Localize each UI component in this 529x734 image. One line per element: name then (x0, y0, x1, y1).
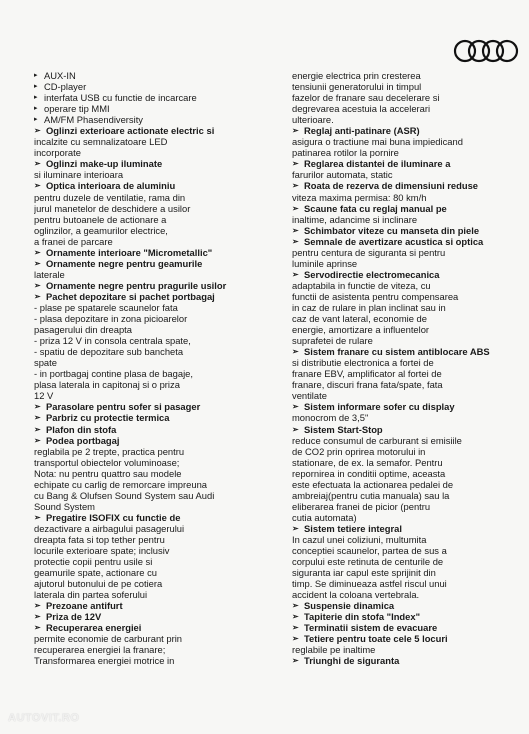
line-text: ajutorul butonului de pe cotiera (34, 578, 163, 590)
text-line (292, 534, 528, 545)
arrow-marker-icon: ➢ (292, 424, 299, 434)
arrow-marker-icon: ➢ (292, 181, 299, 191)
text-line (292, 280, 528, 291)
line-text: ventilate (292, 390, 327, 402)
arrow-marker-icon: ➢ (34, 601, 41, 611)
text-line (292, 324, 528, 335)
text-line (292, 92, 528, 103)
text-line (292, 136, 528, 147)
line-text: Roata de rezerva de dimensiuni reduse (304, 180, 479, 192)
line-text: stationare, de ex. la semafor. Pentru (292, 456, 443, 468)
arrow-marker-icon: ➢ (292, 269, 299, 279)
feature-heading (34, 424, 272, 435)
text-line (34, 468, 272, 479)
line-text: - priza 12 V in consola centrala spate, (34, 335, 191, 347)
line-text: geamurile spate, actionare cu (34, 567, 157, 579)
arrow-marker-icon: ➢ (34, 402, 41, 412)
text-line (34, 501, 272, 512)
text-line (34, 346, 272, 357)
arrow-marker-icon: ➢ (292, 623, 299, 633)
bullet-item (34, 92, 272, 103)
line-text: recuperarea energiei la franare; (34, 644, 166, 656)
line-text: - in portbagaj contine plasa de bagaje, (34, 368, 193, 380)
line-text: ambreiaj(pentru cutia manuala) sau la (292, 489, 450, 501)
feature-heading (34, 412, 272, 423)
text-line (34, 192, 272, 203)
text-line (34, 633, 272, 644)
arrow-marker-icon: ➢ (292, 612, 299, 622)
text-line (292, 368, 528, 379)
line-text: - plase pe spatarele scaunelor fata (34, 301, 178, 313)
line-text: Scaune fata cu reglaj manual pe (304, 202, 447, 214)
feature-heading (34, 611, 272, 622)
feature-heading (292, 633, 528, 644)
text-line (292, 578, 528, 589)
feature-heading (292, 523, 528, 534)
feature-heading (292, 655, 528, 666)
line-text: si iluminare interioara (34, 169, 124, 181)
line-text: Oglinzi make-up iluminate (46, 158, 163, 170)
text-line (292, 446, 528, 457)
feature-heading (34, 180, 272, 191)
text-line (292, 114, 528, 125)
line-text: Suspensie dinamica (304, 600, 395, 612)
text-line (34, 313, 272, 324)
text-line (292, 335, 528, 346)
text-line (292, 545, 528, 556)
arrow-marker-icon: ➢ (34, 247, 41, 257)
line-text: jurul manetelor de deschidere a usilor (34, 202, 191, 214)
line-text: adaptabila in functie de viteza, cu (292, 279, 431, 291)
line-text: siguranta iar capul este sprijinit din (292, 567, 436, 579)
text-line (292, 291, 528, 302)
line-text: laterale (34, 268, 65, 280)
line-text: AUX-IN (44, 70, 76, 81)
feature-heading (292, 269, 528, 280)
text-line (34, 578, 272, 589)
arrow-marker-icon: ➢ (292, 203, 299, 213)
line-text: caz de vant lateral, economie de (292, 313, 427, 325)
text-line (34, 534, 272, 545)
line-text: monocrom de 3,5" (292, 412, 369, 424)
text-line (34, 545, 272, 556)
line-text: laterala din partea soferului (34, 589, 148, 601)
text-line (34, 490, 272, 501)
arrow-marker-icon: ➢ (292, 402, 299, 412)
text-line (34, 368, 272, 379)
feature-heading (292, 203, 528, 214)
text-line (34, 335, 272, 346)
line-text: inaltime, adancime si inclinare (292, 213, 418, 225)
line-text: Parasolare pentru sofer si pasager (46, 401, 201, 413)
line-text: reglabile pe inaltime (292, 644, 376, 656)
line-text: ulterioare. (292, 114, 334, 126)
line-text: Schimbator viteze cu manseta din piele (304, 224, 480, 236)
text-line (292, 567, 528, 578)
bullet-item (34, 114, 272, 125)
feature-heading (34, 291, 272, 302)
feature-heading (292, 600, 528, 611)
text-line (34, 236, 272, 247)
arrow-marker-icon: ➢ (34, 159, 41, 169)
text-line (34, 589, 272, 600)
text-line (292, 512, 528, 523)
feature-heading (34, 125, 272, 136)
arrow-marker-icon: ➢ (292, 236, 299, 246)
line-text: echipate cu carlig de remorcare impreuna (34, 478, 208, 490)
feature-heading (34, 280, 272, 291)
line-text: Optica interioara de aluminiu (46, 180, 176, 192)
text-line (34, 457, 272, 468)
line-text: franare, discuri frana fata/spate, fata (292, 379, 443, 391)
line-text: Priza de 12V (46, 611, 102, 623)
text-line (34, 390, 272, 401)
text-line (292, 192, 528, 203)
line-text: timp. Se diminueaza astfel riscul unui (292, 578, 447, 590)
line-text: este efectuata la actionarea pedalei de (292, 478, 454, 490)
line-text: de CO2 prin oprirea motorului in (292, 445, 426, 457)
text-line (34, 479, 272, 490)
line-text: Sound System (34, 500, 95, 512)
line-text: Sistem Start-Stop (304, 423, 383, 435)
right-column (292, 70, 528, 667)
text-line (292, 644, 528, 655)
text-line (34, 446, 272, 457)
line-text: Sistem informare sofer cu display (304, 401, 455, 413)
line-text: - plasa depozitare in zona picioarelor (34, 313, 188, 325)
text-line (292, 169, 528, 180)
text-line (34, 214, 272, 225)
line-text: Reglarea distantei de iluminare a (304, 158, 451, 170)
text-line (292, 313, 528, 324)
line-text: Podea portbagaj (46, 434, 120, 446)
text-line (34, 357, 272, 368)
left-column (34, 70, 272, 667)
arrow-marker-icon: ➢ (292, 601, 299, 611)
arrow-marker-icon: ➢ (292, 159, 299, 169)
feature-heading (34, 622, 272, 633)
line-text: CD-player (44, 81, 87, 93)
line-text: protectie copii pentru usile si (34, 556, 153, 568)
feature-heading (292, 225, 528, 236)
text-line (292, 81, 528, 92)
text-line (34, 136, 272, 147)
line-text: locurile exterioare spate; inclusiv (34, 545, 170, 557)
text-line (292, 435, 528, 446)
line-text: dezactivare a airbagului pasagerului (34, 522, 185, 534)
line-text: pentru butoanele de actionare a (34, 213, 167, 225)
line-text: conceptiei scaunelor, partea de sus a (292, 545, 447, 557)
text-line (34, 655, 272, 666)
bullet-marker-icon: ▸ (34, 105, 38, 113)
text-line (292, 357, 528, 368)
bullet-item (34, 70, 272, 81)
line-text: incorporate (34, 147, 81, 159)
text-line (34, 269, 272, 280)
line-text: Servodirectie electromecanica (304, 268, 440, 280)
text-line (34, 567, 272, 578)
bullet-marker-icon: ▸ (34, 94, 38, 102)
text-line (34, 225, 272, 236)
text-line (34, 523, 272, 534)
line-text: viteza maxima permisa: 80 km/h (292, 191, 427, 203)
bullet-marker-icon: ▸ (34, 83, 38, 91)
line-text: Triunghi de siguranta (304, 655, 400, 667)
text-line (34, 169, 272, 180)
line-text: Nota: nu pentru quattro sau modele (34, 467, 182, 479)
line-text: oglinzilor, a geamurilor electrice, (34, 224, 168, 236)
text-line (292, 247, 528, 258)
line-text: Tetiere pentru toate cele 5 locuri (304, 633, 448, 645)
bullet-item (34, 81, 272, 92)
line-text: luminile aprinse (292, 257, 358, 269)
arrow-marker-icon: ➢ (292, 126, 299, 136)
watermark: AUTOVIT.RO (8, 712, 80, 724)
line-text: farurilor automata, static (292, 169, 393, 181)
line-text: accident la coloana vertebrala. (292, 589, 420, 601)
bullet-marker-icon: ▸ (34, 72, 38, 79)
line-text: Reglaj anti-patinare (ASR) (304, 125, 420, 137)
feature-heading (292, 346, 528, 357)
text-line (292, 457, 528, 468)
arrow-marker-icon: ➢ (34, 258, 41, 268)
line-text: functii de asistenta pentru compensarea (292, 290, 459, 302)
line-text: cu Bang & Olufsen Sound System sau Audi (34, 489, 215, 501)
arrow-marker-icon: ➢ (34, 291, 41, 301)
line-text: Transformarea energiei motrice in (34, 655, 175, 667)
text-line (292, 501, 528, 512)
arrow-marker-icon: ➢ (34, 413, 41, 423)
line-text: 12 V (34, 390, 54, 402)
line-text: energie, amortizare a influentelor (292, 324, 430, 336)
line-text: spate (34, 357, 57, 369)
line-text: pasagerului din dreapta (34, 324, 132, 336)
text-line (292, 468, 528, 479)
text-line (292, 258, 528, 269)
text-line (292, 302, 528, 313)
feature-heading (292, 611, 528, 622)
line-text: patinarea rotilor la pornire (292, 147, 399, 159)
line-text: incalzite cu semnalizatoare LED (34, 136, 168, 148)
arrow-marker-icon: ➢ (34, 280, 41, 290)
line-text: Parbriz cu protectie termica (46, 412, 170, 424)
line-text: repornirea in conditii optime, aceasta (292, 467, 446, 479)
line-text: Ornamente negre pentru pragurile usilor (46, 279, 227, 291)
line-text: eliberarea franei de picior (pentru (292, 500, 431, 512)
line-text: Ornamente interioare "Micrometallic" (46, 246, 213, 258)
line-text: Oglinzi exterioare actionate electric si (46, 125, 215, 137)
feature-heading (34, 247, 272, 258)
feature-heading (34, 158, 272, 169)
line-text: suprafetei de rulare (292, 335, 373, 347)
line-text: Sistem tetiere integral (304, 522, 402, 534)
feature-heading (292, 622, 528, 633)
text-line (34, 302, 272, 313)
text-line (34, 147, 272, 158)
arrow-marker-icon: ➢ (34, 612, 41, 622)
line-text: energie electrica prin cresterea (292, 70, 421, 81)
feature-heading (34, 435, 272, 446)
arrow-marker-icon: ➢ (292, 347, 299, 357)
feature-heading (34, 401, 272, 412)
line-text: Recuperarea energiei (46, 622, 142, 634)
line-text: corpului este retinuta de centurile de (292, 556, 444, 568)
text-line (34, 556, 272, 567)
line-text: degrevarea acestuia la accelerari (292, 103, 431, 115)
line-text: operare tip MMI (44, 103, 110, 115)
arrow-marker-icon: ➢ (292, 523, 299, 533)
arrow-marker-icon: ➢ (292, 634, 299, 644)
feature-heading (292, 401, 528, 412)
arrow-marker-icon: ➢ (34, 623, 41, 633)
text-line (292, 490, 528, 501)
text-line (292, 214, 528, 225)
text-line (34, 324, 272, 335)
line-text: Pachet depozitare si pachet portbagaj (46, 290, 215, 302)
line-text: pentru duzele de ventilatie, rama din (34, 191, 186, 203)
text-line (292, 589, 528, 600)
feature-heading (292, 125, 528, 136)
line-text: Plafon din stofa (46, 423, 117, 435)
line-text: Sistem franare cu sistem antiblocare ABS (304, 346, 490, 358)
line-text: dreapta fata si top tether pentru (34, 533, 165, 545)
line-text: AM/FM Phasendiversity (44, 114, 143, 126)
feature-heading (292, 236, 528, 247)
text-line (292, 379, 528, 390)
line-text: permite economie de carburant prin (34, 633, 182, 645)
bullet-item (34, 103, 272, 114)
line-text: transportul obiectelor voluminoase; (34, 456, 180, 468)
line-text: in caz de rulare in plan inclinat sau in (292, 301, 446, 313)
text-line (292, 412, 528, 423)
line-text: si distributie electronica a fortei de (292, 357, 434, 369)
arrow-marker-icon: ➢ (34, 126, 41, 136)
arrow-marker-icon: ➢ (292, 656, 299, 666)
line-text: plasa laterala in capitonaj si o priza (34, 379, 180, 391)
line-text: cutia automata) (292, 511, 357, 523)
audi-rings-logo (452, 38, 522, 64)
line-text: pentru centura de siguranta si pentru (292, 246, 446, 258)
feature-heading (292, 158, 528, 169)
line-text: reduce consumul de carburant si emisiile (292, 434, 462, 446)
feature-heading (34, 600, 272, 611)
feature-heading (34, 258, 272, 269)
line-text: franare EBV, amplificator al fortei de (292, 368, 442, 380)
line-text: tensiunii generatorului in timpul (292, 81, 422, 93)
line-text: Semnale de avertizare acustica si optica (304, 235, 484, 247)
text-line (292, 390, 528, 401)
text-line (292, 479, 528, 490)
feature-heading (292, 180, 528, 191)
line-text: fazelor de franare sau decelerare si (292, 92, 440, 104)
bullet-marker-icon: ▸ (34, 116, 38, 124)
text-line (34, 644, 272, 655)
feature-heading (292, 424, 528, 435)
line-text: a franei de parcare (34, 235, 113, 247)
text-line (34, 203, 272, 214)
arrow-marker-icon: ➢ (34, 424, 41, 434)
arrow-marker-icon: ➢ (34, 435, 41, 445)
line-text: In cazul unei coliziuni, multumita (292, 533, 427, 545)
arrow-marker-icon: ➢ (292, 225, 299, 235)
text-line (292, 147, 528, 158)
line-text: Pregatire ISOFIX cu functie de (46, 511, 181, 523)
line-text: Tapiterie din stofa "Index" (304, 611, 421, 623)
line-text: - spatiu de depozitare sub bancheta (34, 346, 184, 358)
line-text: Prezoane antifurt (46, 600, 123, 612)
feature-heading (34, 512, 272, 523)
arrow-marker-icon: ➢ (34, 512, 41, 522)
line-text: Ornamente negre pentru geamurile (46, 257, 203, 269)
text-line (292, 103, 528, 114)
text-line (292, 70, 528, 81)
line-text: reglabila pe 2 trepte, practica pentru (34, 445, 185, 457)
line-text: Terminatii sistem de evacuare (304, 622, 438, 634)
line-text: interfata USB cu functie de incarcare (44, 92, 197, 104)
text-line (34, 379, 272, 390)
line-text: asigura o tractiune mai buna impiedicand (292, 136, 463, 148)
arrow-marker-icon: ➢ (34, 181, 41, 191)
text-line (292, 556, 528, 567)
